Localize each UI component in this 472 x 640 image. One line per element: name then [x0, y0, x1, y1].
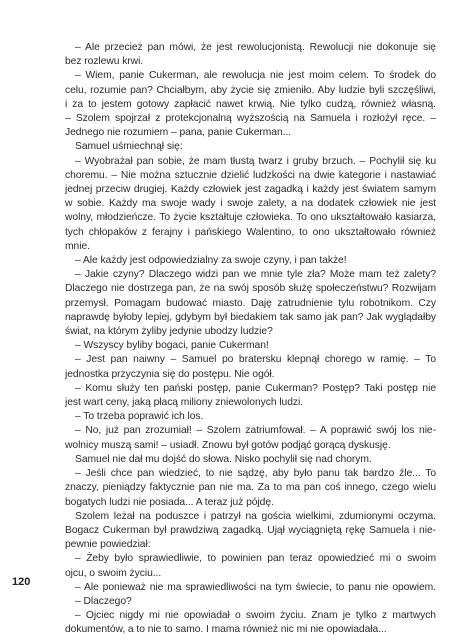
text-line: Dlaczego nie dostrzega pan, że na swój sposób służę społeczeństwu? Rozwijam — [65, 283, 436, 295]
text-line: celu, rozumie pan? Chciałbym, aby życie się zmieniło. Aby ludzie byli szczęśliwi, — [65, 84, 436, 96]
text-line: jest wart ceny, jaką płacą miliony zniewolonych ludzi. — [65, 397, 304, 409]
text-line: bogatych ludzi nie posiada... A teraz już pójdę. — [65, 496, 274, 508]
text-line: – Ojciec nigdy mi nie opowiadał o swoim życiu. Znam je tylko z martwych — [75, 610, 436, 622]
text-line: – Komu służy ten pański postęp, panie Cukerman? Postęp? Taki postęp nie — [75, 382, 436, 394]
text-line: wolnicy muszą sami! – usiadł. Znowu był gotów podjąć gorącą dyskusję. — [65, 439, 391, 451]
text-line: – Jest pan naiwny – Samuel po bratersku klepnął chorego w ramię. – To — [75, 354, 436, 366]
text-line: i za to jestem gotowy zapłacić nawet krwią. Nie tylko cudzą, również własną. — [65, 98, 436, 110]
text-line: Samuel uśmiechnął się: — [75, 141, 183, 153]
text-line: – Ale przecież pan mówi, że jest rewolucjonistą. Rewolucji nie dokonuje się — [75, 42, 436, 53]
text-line: znaczy, pieniądzy faktycznie pan nie ma. Za to ma pan coś innego, czego wielu — [65, 482, 436, 494]
text-line: – No, już pan zrozumiał! – Szolem zatriumfował. – A poprawić swój los nie- — [75, 425, 436, 437]
text-line: ojcu, o swoim życiu... — [65, 567, 162, 579]
text-line: pewnie powiedział: — [65, 539, 151, 551]
text-line: – Dlaczego? — [75, 595, 132, 607]
text-line: mnie. — [65, 240, 90, 252]
text-line: Bogacz Cukerman był prawdziwą zagadką. Ujął wyciągniętą rękę Samuela i nie- — [65, 524, 436, 536]
text-line: świat, na którym żyliby jedynie ubodzy ludzie? — [65, 326, 273, 338]
text-line: – Żeby było sprawiedliwie, to powinien pan teraz opowiedzieć mi o swoim — [75, 553, 436, 565]
text-line: choremu. – Nie można sztucznie dzielić ludzkości na dwie kategorie i nastawiać — [65, 169, 436, 181]
text-line: jednej przeciw drugiej. Każdy człowiek jest zagadką i każdy jest światem samym — [65, 184, 436, 196]
text-line: Jednego nie rozumiem – pana, panie Cukerman... — [65, 127, 292, 139]
page-number: 120 — [12, 576, 31, 588]
text-line: dokumentów, a to nie to samo. I mama również nic mi nie opowiadała... — [65, 624, 387, 636]
text-line: bez rozlewu krwi. — [65, 56, 144, 68]
text-line: tych chłopaków z ferajny i pańskiego Walentino, to ono ukształtowało również — [65, 226, 436, 238]
text-line: – Wszyscy byliby bogaci, panie Cukerman! — [75, 340, 269, 352]
text-line: Samuel nie dał mu dojść do słowa. Nisko pochylił się nad chorym. — [75, 453, 372, 465]
text-line: – To trzeba poprawić ich los. — [75, 411, 204, 423]
text-line: – Jeśli chce pan wiedzieć, to nie sądzę, aby było panu tak bardzo źle... To — [75, 468, 436, 480]
text-line: – Ale każdy jest odpowiedzialny za swoje czyny, i pan także! — [75, 255, 347, 267]
text-line: – Ale ponieważ nie ma sprawiedliwości na tym świecie, to panu nie opowiem. — [75, 581, 436, 593]
text-line: jednostka przyczynia się do postępu. Nie ogół. — [65, 368, 275, 380]
text-line: przemysł. Pomagam budować miasto. Daję zatrudnienie tylu robotnikom. Czy — [65, 297, 436, 309]
text-line: – Szolem spojrzał z protekcjonalną wyższością na Samuela i rozłożył ręce. – — [65, 113, 436, 125]
text-line: Szolem leżał na poduszce i patrzył na gościa wielkimi, zdumionymi oczyma. — [75, 510, 436, 522]
text-line: naprawdę byłoby lepiej, gdybym był biedakiem tak samo jak pan? Jak wyglądałby — [65, 311, 436, 323]
body-text — [65, 41, 436, 638]
text-line: w sobie. Każdy ma swoje wady i swoje zalety, a na dodatek człowiek nie jest — [65, 198, 436, 210]
text-line: – Wyobrażał pan sobie, że mam tłustą twarz i gruby brzuch. – Pochylił się ku — [75, 155, 436, 167]
text-line: wolny, młodzieńcze. To życie kształtuje człowieka. To ono ukształtowało kasiarza, — [65, 212, 436, 224]
text-line: – Wiem, panie Cukerman, ale rewolucja nie jest moim celem. To środek do — [75, 70, 436, 82]
text-line: – Jakie czyny? Dlaczego widzi pan we mnie tyle zła? Może mam też zalety? — [75, 269, 436, 281]
